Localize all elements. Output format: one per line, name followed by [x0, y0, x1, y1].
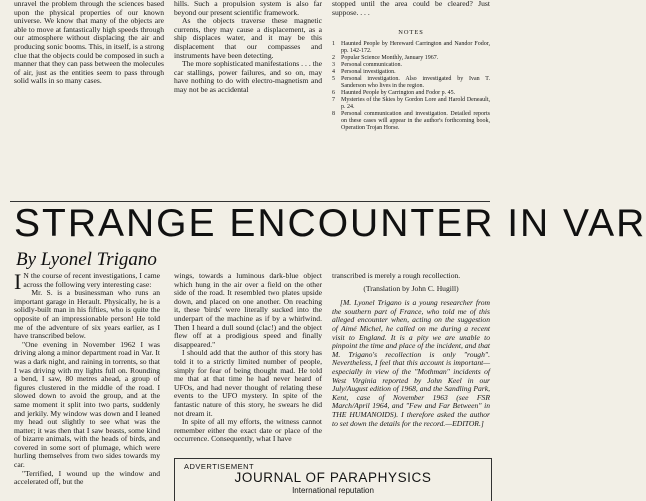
article-para: In spite of all my efforts, the witness cannot remember either the exact date or place of the occurrence. Consequently, what I have: [174, 417, 322, 444]
top-column-2: [174, 0, 322, 200]
note-item: 1 Haunted People by Hereward Carrington and Nandor Fodor, pp. 142-172.: [332, 40, 490, 54]
article-para: I should add that the author of this story has told it to a strictly limited number of people, simply for fear of being thought mad. He told me that at that time he had never heard of UFOs, and had never thought of relating these events to the UFO mystery. In spite of the fantastic nature of this story, he swears he did not dream it.: [174, 348, 322, 418]
translation-credit: (Translation by John C. Hugill): [363, 283, 459, 293]
advertisement-title: JOURNAL OF PARAPHYSICS: [234, 470, 432, 485]
top-column-2-para-1: hills. Such a propulsion system is also far beyond our present scientific framework.: [174, 0, 322, 17]
note-item: 5 Personal investigation. Also investigated by Ivan T. Sanderson who lives in the region.: [332, 75, 490, 89]
drop-cap: I: [14, 269, 22, 294]
advertisement-label: ADVERTISEMENT: [184, 462, 255, 471]
top-column-3-text: stopped until the area could be cleared? Just suppose. . . .: [332, 0, 490, 17]
note-item: 6 Haunted People by Carrington and Fodor p. 45.: [332, 89, 456, 96]
article-column-1: [14, 269, 160, 500]
article-para: wings, towards a luminous dark-blue object which hung in the air over a field on the other side of the road. It resembled two plates upside down, and placed on one another. On reaching it, these 'birds' were literally sucked into the underpart of the machine as if by a whirlwind. Then I heard a dull sound (clac!) and the object flew off at a prodigious speed and finally disappeared.": [174, 271, 322, 349]
notes-list: [332, 41, 490, 132]
top-column-2-para-2: As the objects traverse these magnetic currents, they may cause a displacement, as a ship displaces water, and it may be this displacement that our compasses and instruments have been detecting.: [174, 16, 322, 60]
note-item: 8 Personal communication and investigation. Detailed reports on these cases will appear in the author's forthcoming book, Operation Trojan Horse.: [332, 110, 490, 131]
advertisement-box: [174, 458, 492, 501]
top-column-1: [14, 0, 164, 200]
article-para: "Terrified, I wound up the window and accelerated off, but the: [14, 468, 160, 487]
article-headline: STRANGE ENCOUNTER IN VAR: [14, 202, 646, 245]
note-item: 7 Mysteries of the Skies by Gordon Lore and Harold Deneault, p. 24.: [332, 96, 490, 110]
note-item: 3 Personal communication.: [332, 61, 402, 68]
top-column-1-text: unravel the problem through the sciences based upon the physical properties of our known universe. We know that many of the objects are able to move at fantastically high speeds through our atmosphere without displacing the air and producing sonic booms. This, in itself, is a strong clue that the objects could be composed in such a manner that they can pass between the molecules of air, just as the entities seem to pass through solid walls in so many cases.: [14, 0, 164, 86]
note-item: 4 Personal investigation.: [332, 68, 396, 75]
article-column-3: [332, 272, 490, 462]
notes-title: NOTES: [398, 29, 424, 37]
article-para: "One evening in November 1962 I was driving along a minor department road in Var. It was a dark night, and raining in torrents, so that I was driving with my lights full on. Rounding a bend, I saw, 80 metres ahead, a group of figures clustered in the middle of the road. I slowed down to avoid the group, and at the same moment it split into two parts, suddenly and jerkily. My window was down and I leaned my head out slightly to see what was the matter; it was then that I saw beasts, some kind of bizarre animals, with the heads of birds, and covered in some sort of plumage, which were hurling themselves from two sides towards my car.: [14, 339, 160, 470]
advertisement-subtitle: International reputation: [292, 486, 374, 495]
article-para: Mr. S. is a businessman who runs an important garage in Herault. Physically, he is a solidly-built man in his fifties, who is quite the opposite of an impressionable person! He told me of the adventure of six years earlier, as I have transcribed below.: [14, 288, 160, 341]
editor-note: [M. Lyonel Trigano is a young researcher from the southern part of France, who told me of this alleged encounter when, acting on the suggestion of Aimé Michel, he called on me during a recent visit to England. It is a pity we are unable to pinpoint the time and place of the incident, and that M. Trigano's recollection is only "rough". Nevertheless, I feel that this account is important—especially in view of the "Mothman" incidents of West Virginia reported by John Keel in our July/August edition of 1968, and the Sandling Park, Kent, case of November 1963 (see FSR March/April 1964, and "Few and Far Between" in THE HUMANOIDS). I therefore asked the author to set down the details for the record.—EDITOR.]: [332, 298, 490, 428]
article-byline: By Lyonel Trigano: [16, 249, 157, 270]
top-column-3: [332, 0, 490, 200]
article-para: transcribed is merely a rough recollection.: [332, 271, 461, 280]
top-column-2-para-3: The more sophisticated manifestations . . . the car stallings, power failures, and so on, may have nothing to do with electro-magnetism and may not be as accidental: [174, 59, 322, 94]
article-para-intro: I N the course of recent investigations, I came across the following very interesting case:: [14, 269, 160, 294]
note-item: 2 Popular Science Monthly, January 1967.: [332, 54, 439, 61]
